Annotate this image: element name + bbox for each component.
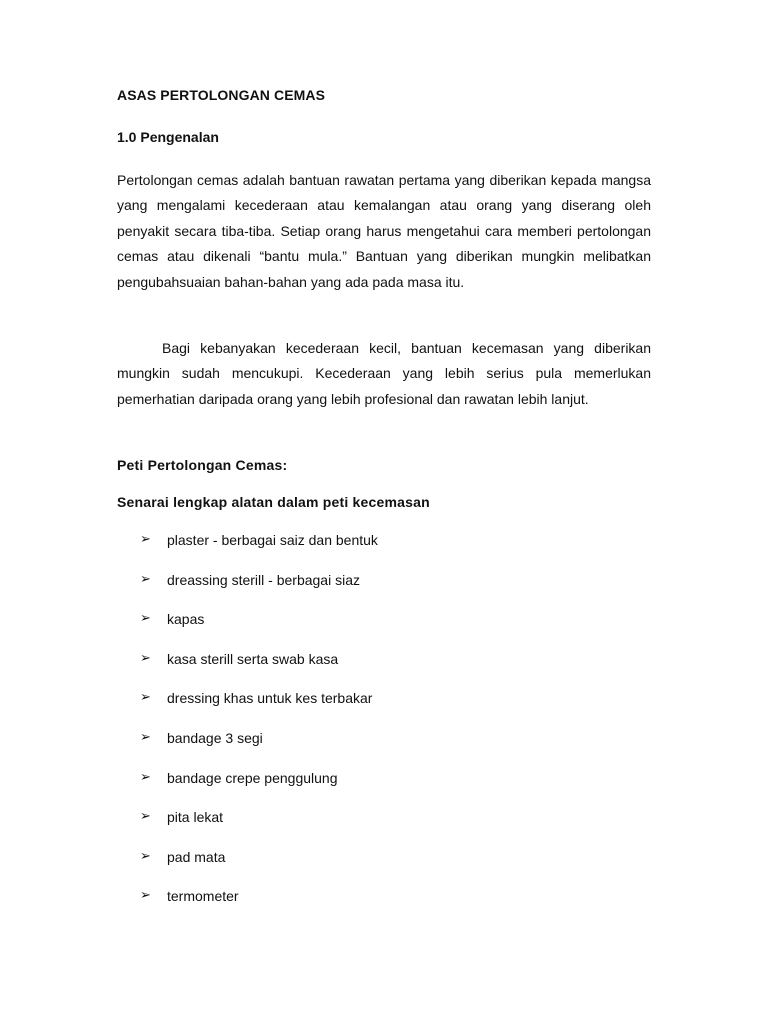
list-item-label: pita lekat: [167, 809, 224, 826]
arrowhead-bullet-icon: ➢: [140, 690, 151, 706]
list-item-label: kasa sterill serta swab kasa: [167, 650, 339, 667]
list-item-label: kapas: [167, 611, 205, 628]
arrowhead-bullet-icon: ➢: [140, 611, 151, 627]
list-item: [140, 768, 378, 808]
minor-injury-paragraph: Bagi kebanyakan kecederaan kecil, bantuan kecemasan yang diberikan mungkin sudah mencukupi. Kecederaan yang lebih serius pula memerlukan pemerhatian daripada orang yang lebih profesional dan rawatan lebih lanjut.: [117, 340, 651, 407]
list-item: [140, 847, 378, 887]
list-item-label: dreassing sterill - berbagai siaz: [167, 571, 360, 588]
arrowhead-bullet-icon: ➢: [140, 650, 151, 666]
list-item-label: plaster - berbagai saiz dan bentuk: [167, 532, 378, 548]
document-title: ASAS PERTOLONGAN CEMAS: [117, 87, 326, 103]
arrowhead-bullet-icon: ➢: [140, 729, 151, 745]
intro-paragraph: Pertolongan cemas adalah bantuan rawatan pertama yang diberikan kepada mangsa yang mengalami kecederaan atau kemalangan atau orang yang diserang oleh penyakit secara tiba-tiba. Setiap orang harus mengetahui cara memberi pertolongan cemas atau dikenali “bantu mula.” Bantuan yang diberikan mungkin melibatkan pengubahsuaian bahan-bahan yang ada pada masa itu.: [117, 172, 651, 290]
arrowhead-bullet-icon: ➢: [140, 571, 151, 587]
list-item-label: pad mata: [167, 848, 226, 865]
list-item: [140, 609, 378, 649]
arrowhead-bullet-icon: ➢: [140, 769, 151, 785]
list-item: [140, 807, 378, 847]
list-item: [140, 649, 378, 689]
arrowhead-bullet-icon: ➢: [140, 848, 151, 864]
list-item-label: termometer: [167, 888, 239, 905]
section-heading: 1.0 Pengenalan: [117, 129, 219, 145]
list-item-label: bandage crepe penggulung: [167, 769, 338, 786]
list-item: [140, 886, 378, 926]
list-item: [140, 728, 378, 768]
list-item-label: dressing khas untuk kes terbakar: [167, 690, 373, 707]
arrowhead-bullet-icon: ➢: [140, 888, 151, 904]
arrowhead-bullet-icon: ➢: [140, 809, 151, 825]
list-item: [140, 570, 378, 610]
kit-items-list: [140, 530, 378, 926]
kit-heading: Peti Pertolongan Cemas:: [117, 457, 288, 473]
list-item: [140, 688, 378, 728]
kit-list-heading: Senarai lengkap alatan dalam peti kecemasan: [117, 494, 430, 510]
arrowhead-bullet-icon: ➢: [140, 532, 151, 547]
list-item: [140, 530, 378, 570]
list-item-label: bandage 3 segi: [167, 729, 263, 746]
